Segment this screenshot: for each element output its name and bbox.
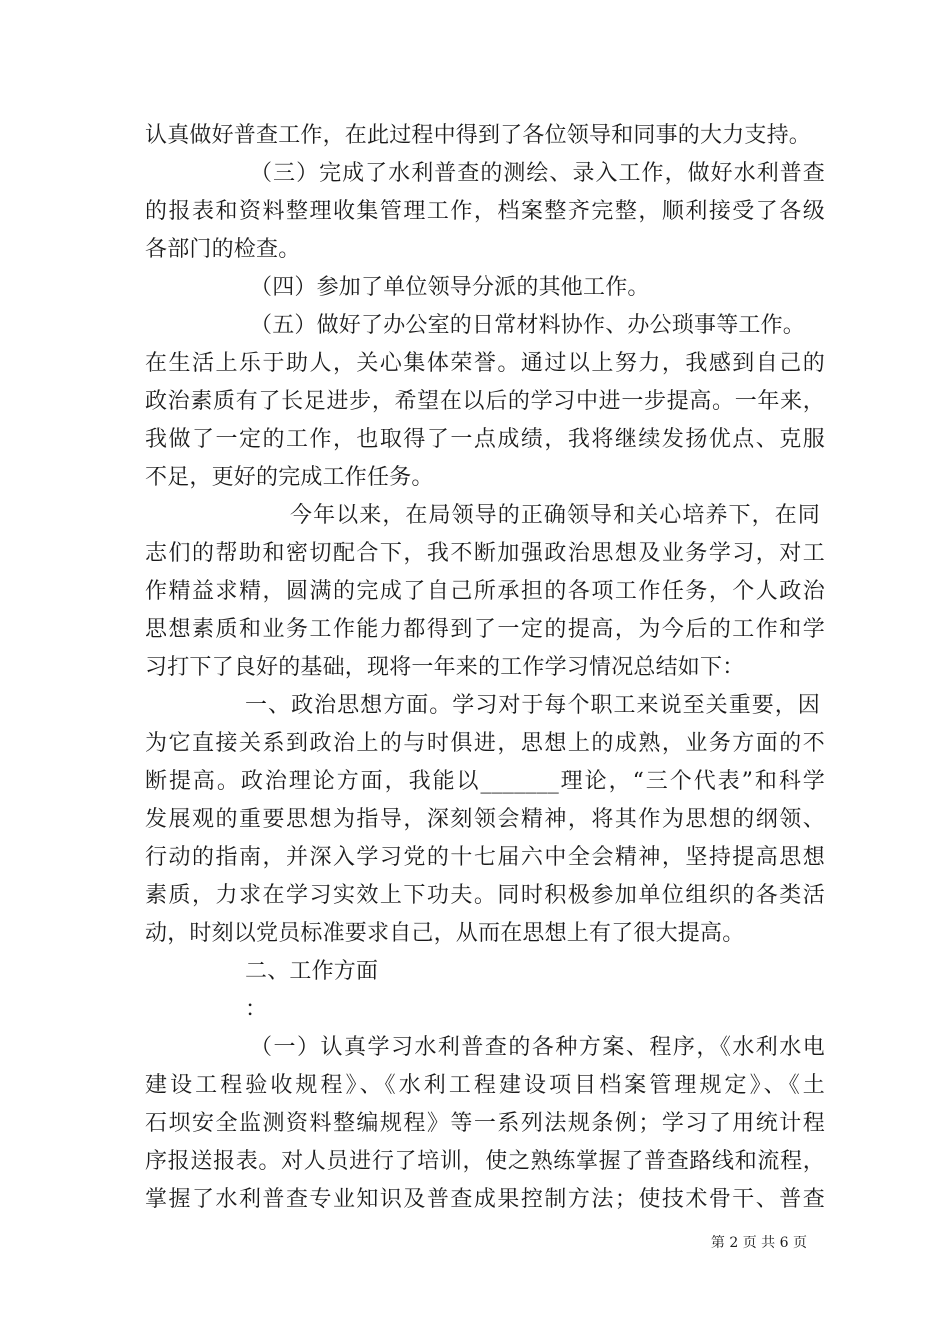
text-line: 行动的指南，并深入学习党的十七届六中全会精神，坚持提高思想 [145, 845, 825, 870]
text-line: ： [245, 997, 268, 1022]
text-line: 作精益求精，圆满的完成了自己所承担的各项工作任务，个人政治 [145, 579, 825, 604]
text-line: 思想素质和业务工作能力都得到了一定的提高，为今后的工作和学 [145, 617, 825, 642]
text-line: （四）参加了单位领导分派的其他工作。 [250, 275, 650, 300]
text-line: 政治素质有了长足进步，希望在以后的学习中进一步提高。一年来， [145, 389, 825, 414]
text-line: 发展观的重要思想为指导，深刻领会精神，将其作为思想的纲领、 [145, 807, 825, 832]
section-heading: 二、工作方面 [245, 959, 379, 984]
text-line: 断提高。政治理论方面，我能以_______理论，“三个代表”和科学 [145, 769, 825, 794]
text-line: 建设工程验收规程》、《水利工程建设项目档案管理规定》、《土 [145, 1073, 825, 1098]
page-number: 第 2 页 共 6 页 [710, 1235, 807, 1251]
text-line: 为它直接关系到政治上的与时俱进，思想上的成熟，业务方面的不 [145, 731, 825, 756]
text-line: 今年以来，在局领导的正确领导和关心培养下，在同 [290, 503, 820, 528]
text-line: （三）完成了水利普查的测绘、录入工作，做好水利普查 [250, 161, 825, 186]
text-line: 石坝安全监测资料整编规程》等一系列法规条例；学习了用统计程 [145, 1111, 825, 1136]
text-line: 认真做好普查工作，在此过程中得到了各位领导和同事的大力支持。 [145, 123, 812, 148]
text-line: 素质，力求在学习实效上下功夫。同时积极参加单位组织的各类活 [145, 883, 825, 908]
text-line: 各部门的检查。 [145, 237, 301, 262]
text-line: 序报送报表。对人员进行了培训，使之熟练掌握了普查路线和流程， [145, 1149, 825, 1174]
text-line: 一、政治思想方面。学习对于每个职工来说至关重要，因 [245, 693, 820, 718]
text-line: （五）做好了办公室的日常材料协作、办公琐事等工作。 [250, 313, 806, 338]
text-line: （一）认真学习水利普查的各种方案、程序，《水利水电 [250, 1035, 825, 1060]
text-line: 动，时刻以党员标准要求自己，从而在思想上有了很大提高。 [145, 921, 745, 946]
text-line: 我做了一定的工作，也取得了一点成绩，我将继续发扬优点、克服 [145, 427, 825, 452]
text-line: 掌握了水利普查专业知识及普查成果控制方法；使技术骨干、普查 [145, 1187, 825, 1212]
text-line: 志们的帮助和密切配合下，我不断加强政治思想及业务学习，对工 [145, 541, 825, 566]
text-line: 习打下了良好的基础，现将一年来的工作学习情况总结如下： [145, 655, 745, 680]
text-line: 在生活上乐于助人，关心集体荣誉。通过以上努力，我感到自己的 [145, 351, 825, 376]
text-line: 不足，更好的完成工作任务。 [145, 465, 434, 490]
text-line: 的报表和资料整理收集管理工作，档案整齐完整，顺利接受了各级 [145, 199, 825, 224]
